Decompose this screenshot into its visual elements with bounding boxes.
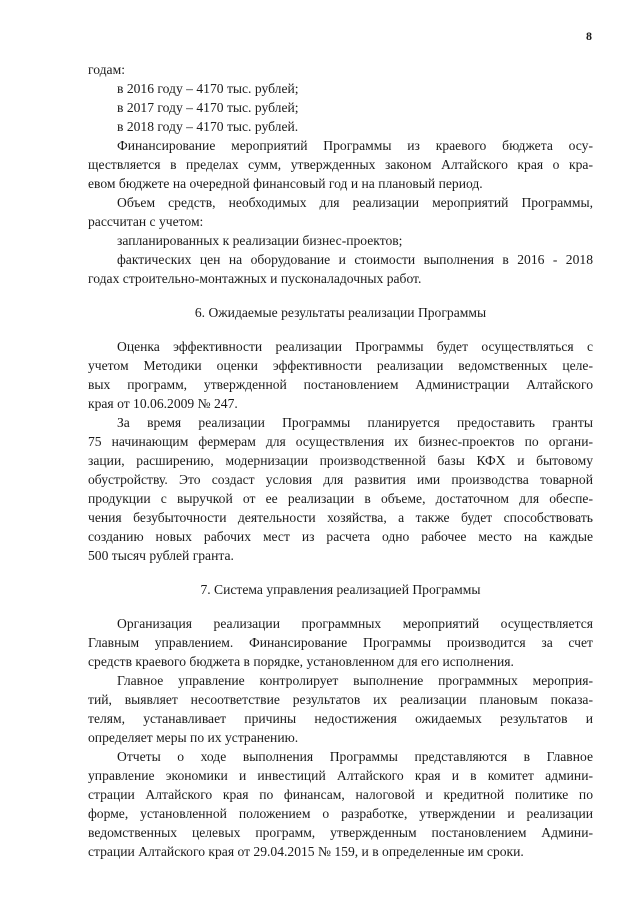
text-line: фактических цен на оборудование и стоимости выполнения в 2016 - 2018: [117, 252, 593, 267]
text-line: страции Алтайского края по финансам, налоговой и кредитной политике по: [88, 787, 593, 802]
text-line: в 2018 году – 4170 тыс. рублей.: [117, 119, 299, 134]
text-line: Главное управление контролирует выполнение программных мероприя-: [117, 673, 593, 688]
paragraph-financing: [88, 136, 593, 193]
text-line: годах строительно-монтажных и пусконаладочных работ.: [88, 271, 422, 286]
text-line: управление экономики и инвестиций Алтайского края и в комитет админи-: [88, 768, 593, 783]
text-line: Оценка эффективности реализации Программы будет осуществляться с: [117, 339, 593, 354]
section-6-heading: 6. Ожидаемые результаты реализации Программы: [194, 305, 487, 320]
text-line: тий, выявляет несоответствие результатов их реализации плановым показа-: [88, 692, 593, 707]
paragraph-control: [88, 671, 593, 747]
section-7-heading: 7. Система управления реализацией Программы: [200, 582, 481, 597]
text-line: средств краевого бюджета в порядке, установленном для его исполнения.: [88, 654, 514, 669]
text-line: учетом Методики оценки эффективности реализации ведомственных целе-: [88, 358, 593, 373]
text-line: евом бюджете на очередной финансовый год и на плановый период.: [88, 176, 483, 191]
paragraph-planned-projects: [88, 231, 593, 250]
text-line: 500 тысяч рублей гранта.: [88, 548, 234, 563]
text-line: края от 10.06.2009 № 247.: [88, 396, 238, 411]
text-line: Главным управлением. Финансирование Программы производится за счет: [88, 635, 593, 650]
text-line: продукции с выручкой от ее реализации в объеме, достаточном для обеспе-: [88, 491, 593, 506]
paragraph-reports: [88, 747, 593, 861]
text-line: вых программ, утвержденной постановлением Администрации Алтайского: [88, 377, 593, 392]
page-number: 8: [586, 29, 592, 43]
text-line: зации, расширению, модернизации производственной базы КФХ и бытовому: [88, 453, 593, 468]
paragraph-efficiency-evaluation: [88, 337, 593, 413]
paragraph-organization: [88, 614, 593, 671]
paragraph-funds-volume: [88, 193, 593, 231]
text-line: рассчитан с учетом:: [88, 214, 204, 229]
text-line: ведомственных целевых программ, утвержденным постановлением Админи-: [88, 825, 593, 840]
text-line: Отчеты о ходе выполнения Программы представляются в Главное: [117, 749, 593, 764]
text-line: обустройству. Это создаст условия для развития ими производства товарной: [88, 472, 593, 487]
text-line: Организация реализации программных мероприятий осуществляется: [117, 616, 593, 631]
text-line: За время реализации Программы планируется предоставить гранты: [117, 415, 593, 430]
funding-by-year-list: [88, 60, 593, 136]
paragraph-grants: [88, 413, 593, 565]
document-body: [88, 60, 593, 861]
text-line: телям, устанавливает причины недостижения ожидаемых результатов и: [88, 711, 593, 726]
text-line: страции Алтайского края от 29.04.2015 № 159, и в определенные им сроки.: [88, 844, 524, 859]
text-line: определяет меры по их устранению.: [88, 730, 299, 745]
paragraph-actual-prices: [88, 250, 593, 288]
text-line: в 2017 году – 4170 тыс. рублей;: [117, 100, 299, 115]
text-line: форме, установленной положением о разработке, утверждении и реализации: [88, 806, 593, 821]
text-line: 75 начинающим фермерам для осуществления их бизнес-проектов по органи-: [88, 434, 593, 449]
text-line: созданию новых рабочих мест из расчета одно рабочее место на каждые: [88, 529, 593, 544]
text-line: ществляется в пределах сумм, утвержденных законом Алтайского края о кра-: [88, 157, 593, 172]
text-line: Финансирование мероприятий Программы из краевого бюджета осу-: [117, 138, 593, 153]
text-line: в 2016 году – 4170 тыс. рублей;: [117, 81, 299, 96]
text-line: запланированных к реализации бизнес-проектов;: [117, 233, 403, 248]
text-line: годам:: [88, 62, 125, 77]
text-line: чения безубыточности деятельности хозяйства, а также будет способствовать: [88, 510, 593, 525]
text-line: Объем средств, необходимых для реализации мероприятий Программы,: [117, 195, 593, 210]
